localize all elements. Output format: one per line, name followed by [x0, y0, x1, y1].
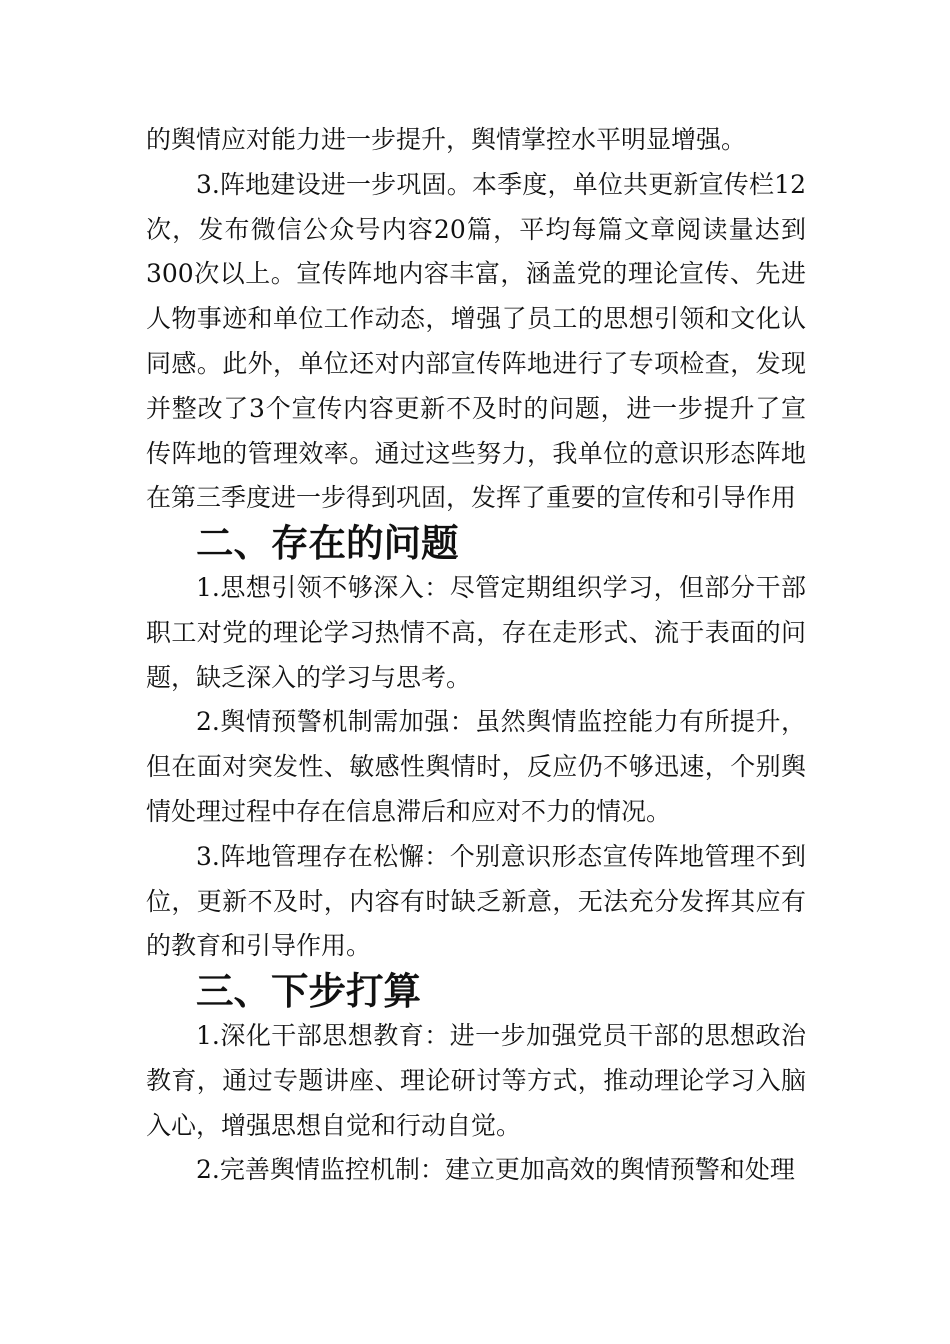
paragraph-problem-thought-guidance: 1.思想引领不够深入：尽管定期组织学习，但部分干部职工对党的理论学习热情不高，存在走形式、流于表面的问题，缺乏深入的学习与思考。 — [146, 572, 806, 692]
section-heading-problems: 二、存在的问题 — [196, 521, 459, 566]
section-heading-next-steps: 三、下步打算 — [196, 969, 421, 1014]
paragraph-position-building: 3.阵地建设进一步巩固。本季度，单位共更新宣传栏12次，发布微信公众号内容20篇，平均每篇文章阅读量达到300次以上。宣传阵地内容丰富，涵盖党的理论宣传、先进人物事迹和单位工作动态，增强了员工的思想引领和文化认同感。此外，单位还对内部宣传阵地进行了专项检查，发现并整改了3个宣传内容更新不及时的问题，进一步提升了宣传阵地的管理效率。通过这些努力，我单位的意识形态阵地在第三季度进一步得到巩固，发挥了重要的宣传和引导作用 — [146, 169, 806, 513]
paragraph-problem-opinion-warning: 2.舆情预警机制需加强：虽然舆情监控能力有所提升，但在面对突发性、敏感性舆情时，反应仍不够迅速，个别舆情处理过程中存在信息滞后和应对不力的情况。 — [146, 707, 806, 826]
paragraph-next-cadre-education: 1.深化干部思想教育：进一步加强党员干部的思想政治教育，通过专题讲座、理论研讨等方式，推动理论学习入脑入心，增强思想自觉和行动自觉。 — [146, 1020, 806, 1140]
paragraph-opinion-summary-continued: 的舆情应对能力进一步提升，舆情掌控水平明显增强。 — [146, 125, 747, 154]
document-page — [146, 118, 806, 1193]
paragraph-problem-position-management: 3.阵地管理存在松懈：个别意识形态宣传阵地管理不到位，更新不及时，内容有时缺乏新意，无法充分发挥其应有的教育和引导作用。 — [146, 841, 806, 961]
paragraph-next-opinion-monitoring: 2.完善舆情监控机制：建立更加高效的舆情预警和处理 — [196, 1155, 795, 1185]
